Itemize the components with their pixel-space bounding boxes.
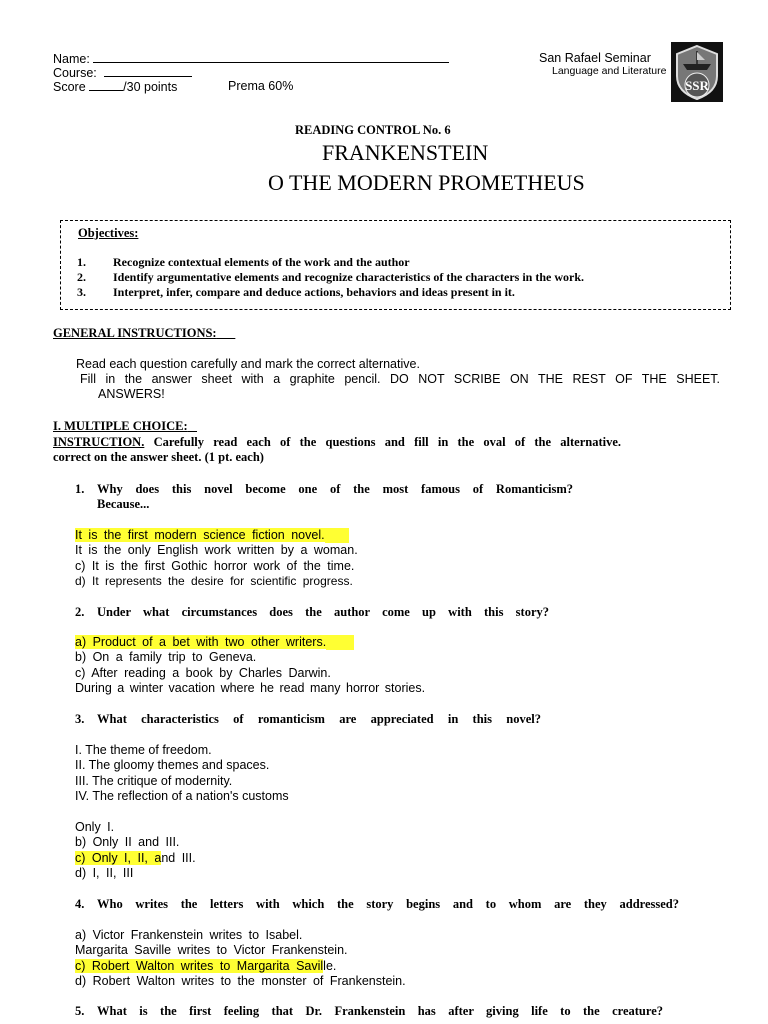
option-d[interactable]: During a winter vacation where he read many horror stories. [75, 680, 426, 695]
course-blank [104, 65, 192, 77]
objective-item: 3. Interpret, infer, compare and deduce actions, behaviors and ideas present in it. [77, 285, 515, 300]
statement: II. The gloomy themes and spaces. [75, 758, 270, 773]
objective-item: 1. Recognize contextual elements of the work and the author [77, 255, 410, 269]
option-c[interactable]: c) Robert Walton writes to Margarita Saville. [75, 958, 337, 973]
objectives-box [60, 220, 731, 310]
option-c[interactable]: c) Only I, II, and III. [75, 850, 196, 865]
question-2: 2. Under what circumstances does the author come up with this story? [75, 605, 549, 619]
objectives-list [77, 255, 584, 301]
question-4-options [75, 928, 406, 989]
objectives-heading: Objectives: [78, 226, 139, 240]
option-c[interactable]: c) After reading a book by Charles Darwin. [75, 665, 331, 680]
school-name: San Rafael Seminar [539, 51, 651, 65]
title-line2: O THE MODERN PROMETHEUS [268, 170, 585, 195]
option-b[interactable]: Margarita Saville writes to Victor Frankenstein. [75, 943, 348, 958]
option-c[interactable]: c) It is the first Gothic horror work of the time. [75, 558, 355, 573]
school-logo [671, 42, 723, 102]
option-b[interactable]: b) Only II and III. [75, 835, 180, 850]
statement: IV. The reflection of a nation's customs [75, 789, 289, 804]
control-title: READING CONTROL No. 6 [295, 123, 451, 137]
option-d[interactable]: d) It represents the desire for scientific progress. [75, 573, 353, 588]
question-2-options [75, 635, 425, 696]
statement: I. The theme of freedom. [75, 743, 212, 757]
question-3-statements [75, 743, 289, 805]
question-3-options [75, 820, 196, 881]
question-4: 4. Who writes the letters with which the story begins and to whom are they addressed? [75, 897, 679, 911]
option-d[interactable]: d) Robert Walton writes to the monster of Frankenstein. [75, 973, 406, 988]
score-label: Score [53, 80, 86, 94]
objective-item: 2. Identify argumentative elements and recognize characteristics of the characters in the work. [77, 270, 584, 285]
instruction-item: Read each question carefully and mark the correct alternative. [76, 357, 420, 371]
subject-name: Language and Literature [552, 65, 667, 77]
score-line [53, 79, 177, 95]
option-b[interactable]: b) On a family trip to Geneva. [75, 650, 257, 665]
option-a[interactable]: a) Product of a bet with two other writers. [75, 635, 425, 650]
instruction-item-continued: ANSWERS! [98, 387, 165, 401]
option-a[interactable]: Only I. [75, 820, 115, 834]
section-heading: I. MULTIPLE CHOICE: [53, 419, 188, 433]
name-label: Name: [53, 52, 90, 66]
section-instruction: INSTRUCTION. Carefully read each of the questions and fill in the oval of the alternative. correct on the answer sheet. (1 pt. each) [53, 435, 622, 464]
logo-text: SSR [685, 78, 709, 93]
option-b[interactable]: It is the only English work written by a woman. [75, 543, 358, 558]
question-5: 5. What is the first feeling that Dr. Frankenstein has after giving life to the creature? [75, 1004, 663, 1018]
general-instructions-list [76, 357, 720, 402]
question-3: 3. What characteristics of romanticism are appreciated in this novel? [75, 712, 541, 726]
general-instructions-heading: GENERAL INSTRUCTIONS: [53, 326, 217, 340]
option-a[interactable]: a) Victor Frankenstein writes to Isabel. [75, 928, 303, 942]
name-blank [93, 51, 449, 63]
score-points: /30 points [123, 80, 178, 94]
question-1-options [75, 528, 358, 589]
option-a[interactable]: It is the first modern science fiction novel. [75, 528, 358, 543]
question-1: 1. Why does this novel become one of the most famous of Romanticism? Because... [75, 482, 573, 511]
prema-text: Prema 60% [228, 79, 294, 93]
option-d[interactable]: d) I, II, III [75, 865, 134, 880]
statement: III. The critique of modernity. [75, 773, 233, 788]
title-line1: FRANKENSTEIN [322, 140, 489, 165]
course-label: Course: [53, 66, 97, 80]
instruction-item: Fill in the answer sheet with a graphite pencil. DO NOT SCRIBE ON THE REST OF THE SHEET. [80, 372, 720, 386]
score-blank [89, 79, 123, 91]
